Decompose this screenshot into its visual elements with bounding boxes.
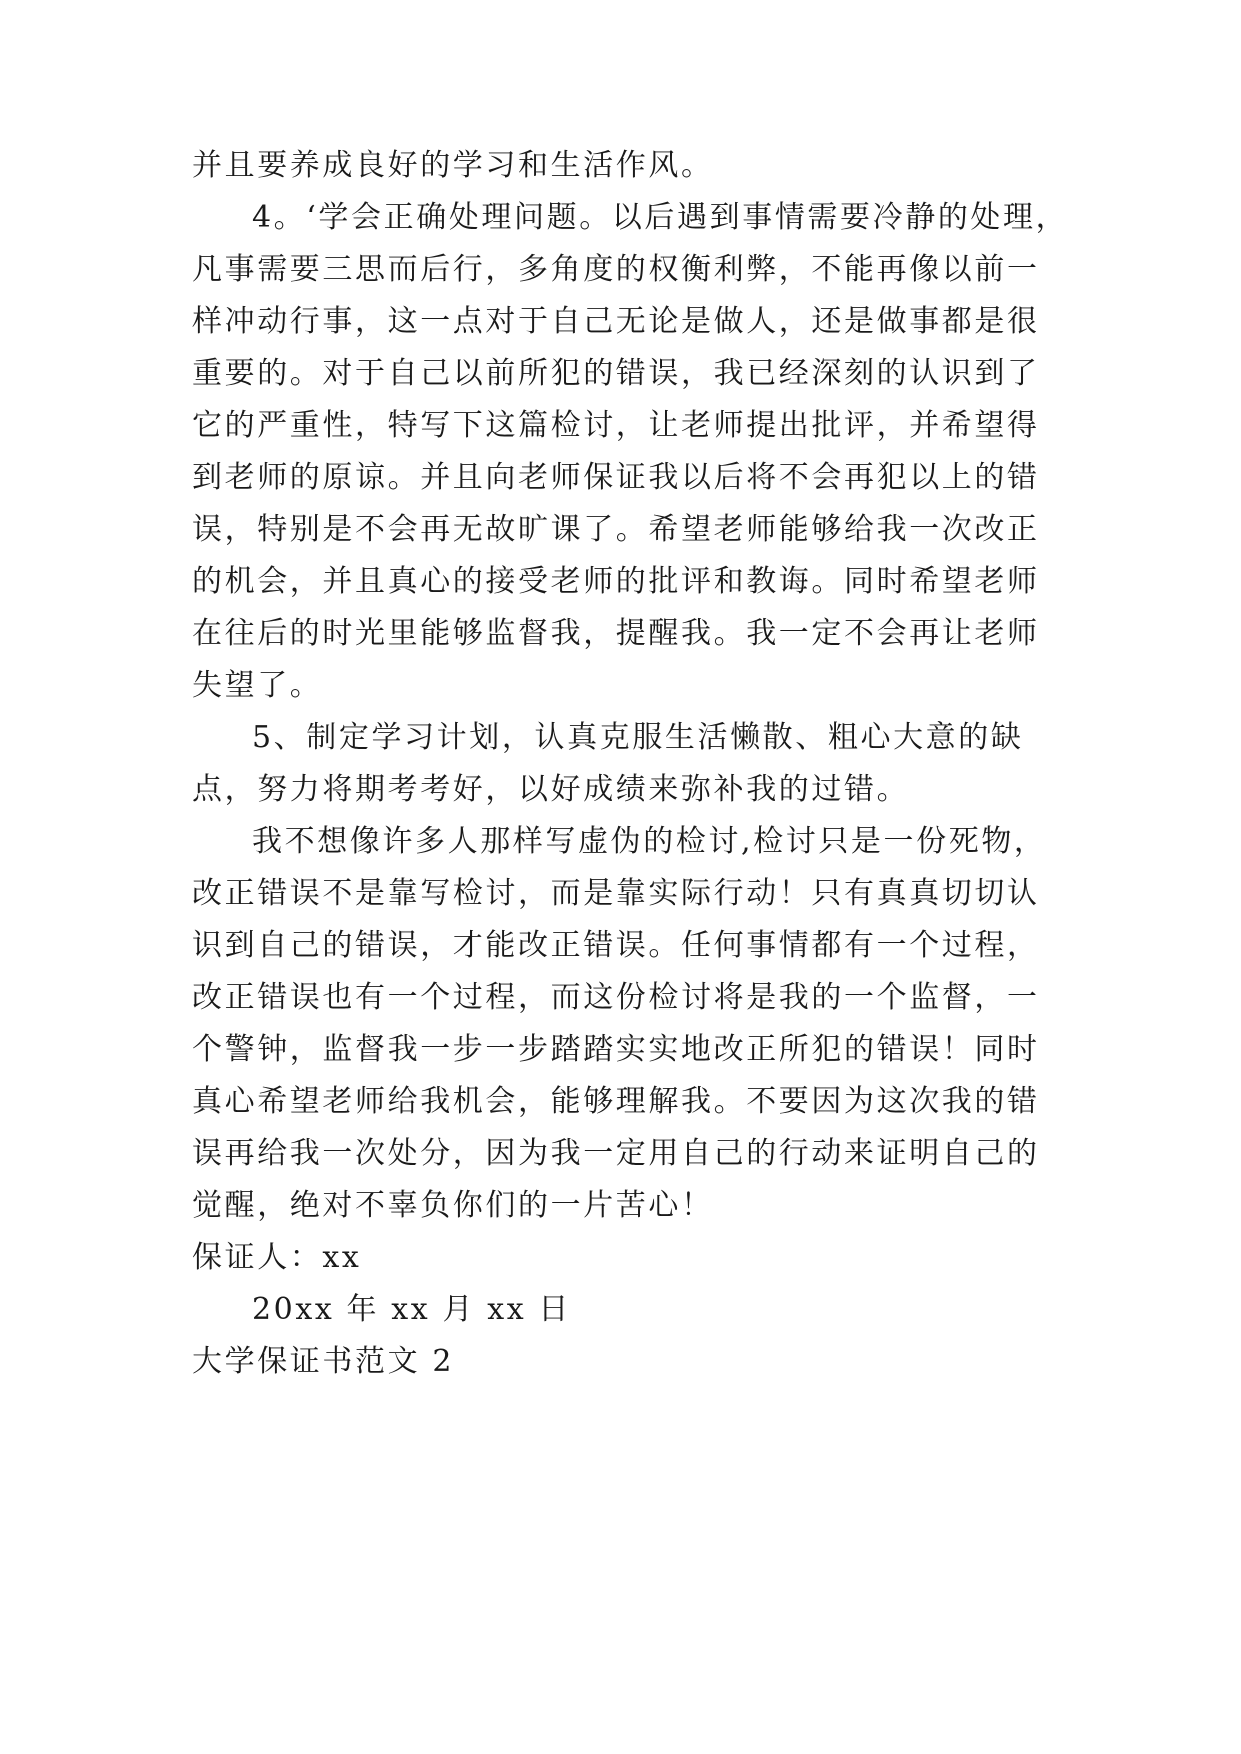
- guarantor-line: 保证人：xx: [192, 1240, 362, 1275]
- paragraph-line: 误再给我一次处分，因为我一定用自己的行动来证明自己的: [192, 1136, 1040, 1171]
- paragraph-line: 改正错误也有一个过程，而这份检讨将是我的一个监督，一: [192, 980, 1040, 1015]
- paragraph-line: 凡事需要三思而后行，多角度的权衡利弊，不能再像以前一: [192, 252, 1040, 287]
- date-line: 20xx 年 xx 月 xx 日: [252, 1292, 571, 1327]
- paragraph-line: 重要的。对于自己以前所犯的错误，我已经深刻的认识到了: [192, 356, 1040, 391]
- paragraph-line: 失望了。: [192, 668, 323, 703]
- paragraph-line: 在往后的时光里能够监督我，提醒我。我一定不会再让老师: [192, 616, 1040, 651]
- paragraph-line: 识到自己的错误，才能改正错误。任何事情都有一个过程，: [192, 928, 1040, 963]
- paragraph-line: 我不想像许多人那样写虚伪的检讨,检讨只是一份死物，: [252, 824, 1047, 859]
- paragraph-line: 并且要养成良好的学习和生活作风。: [192, 148, 714, 183]
- paragraph-line: 它的严重性，特写下这篇检讨，让老师提出批评，并希望得: [192, 408, 1040, 443]
- paragraph-line: 的机会，并且真心的接受老师的批评和教诲。同时希望老师: [192, 564, 1040, 599]
- section-title: 大学保证书范文 2: [192, 1344, 455, 1379]
- paragraph-line: 样冲动行事，这一点对于自己无论是做人，还是做事都是很: [192, 304, 1040, 339]
- paragraph-line: 改正错误不是靠写检讨，而是靠实际行动！只有真真切切认: [192, 876, 1040, 911]
- paragraph-line: 到老师的原谅。并且向老师保证我以后将不会再犯以上的错: [192, 460, 1040, 495]
- paragraph-line: 点，努力将期考考好，以好成绩来弥补我的过错。: [192, 772, 910, 807]
- paragraph-line: 5、制定学习计划，认真克服生活懒散、粗心大意的缺: [252, 720, 1024, 755]
- paragraph-line: 个警钟，监督我一步一步踏踏实实地改正所犯的错误！同时: [192, 1032, 1040, 1067]
- paragraph-line: 误，特别是不会再无故旷课了。希望老师能够给我一次改正: [192, 512, 1040, 547]
- paragraph-line: 4。‘学会正确处理问题。以后遇到事情需要冷静的处理，: [252, 200, 1069, 235]
- paragraph-line: 觉醒，绝对不辜负你们的一片苦心！: [192, 1188, 714, 1223]
- paragraph-line: 真心希望老师给我机会，能够理解我。不要因为这次我的错: [192, 1084, 1040, 1119]
